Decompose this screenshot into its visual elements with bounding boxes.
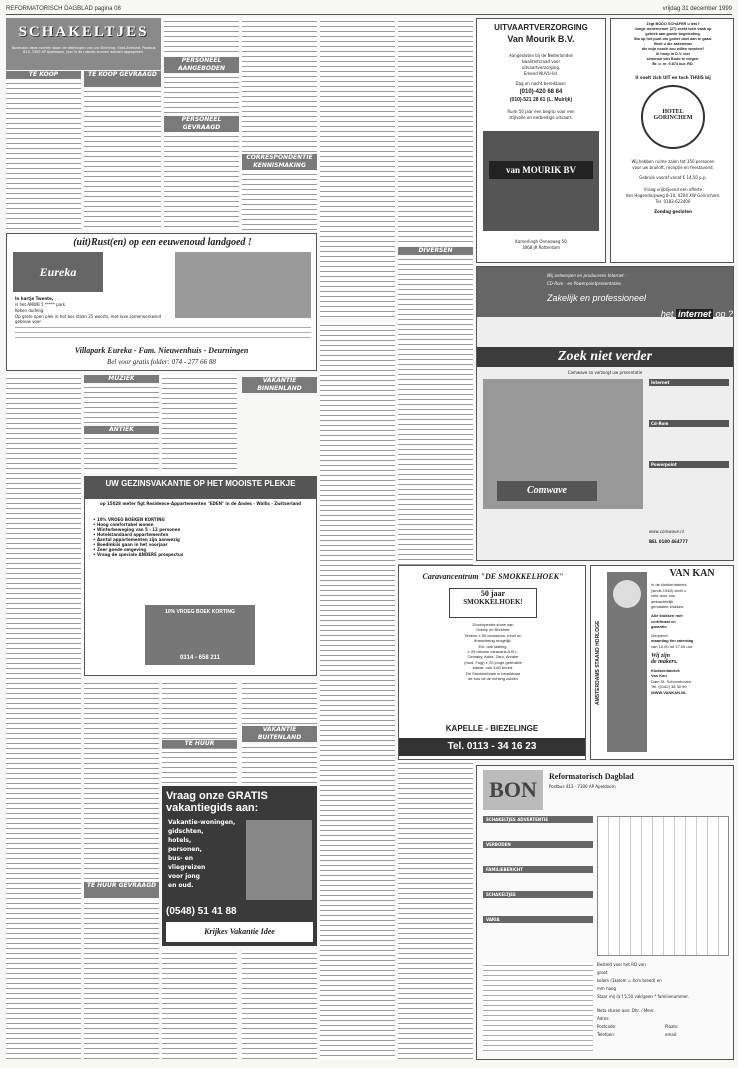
vk-t9: Geopend: bbox=[651, 632, 669, 638]
bon-n3[interactable]: Postcode: bbox=[597, 1024, 617, 1029]
gor-f6: Tel. 0183-622400 bbox=[655, 199, 691, 204]
te-koop-gevraagd-column bbox=[84, 88, 161, 230]
bon-f4: mm hoog bbox=[597, 986, 617, 991]
uitvaart-ad bbox=[476, 18, 606, 263]
muziek-header: MUZIEK bbox=[84, 375, 159, 383]
schakeltjes-logo bbox=[6, 18, 161, 70]
vraag-cover bbox=[246, 820, 312, 900]
gor-l8: seminair van Bodo te volgen. bbox=[646, 57, 700, 61]
uitvaart-phone2: (010)-521 28 61 (L. Mulrijk) bbox=[509, 97, 573, 103]
eureka-intro: In hartje Twente, bbox=[15, 296, 54, 301]
gor-f7: Zondag gesloten bbox=[654, 209, 692, 214]
personeel-aangeboden-column bbox=[164, 74, 239, 114]
vraag-phone: (0548) 51 41 88 bbox=[166, 906, 237, 917]
vk-t11: van 10.00 tot 17.00 uur. bbox=[651, 643, 694, 649]
gor-l9: Br. o. nr. 9.874 bur. RD. bbox=[652, 62, 694, 66]
gezins-list-item: • Hotelstandaard appartementen bbox=[93, 532, 169, 537]
vk-t16: Dam St. Schoonhoven bbox=[651, 678, 692, 684]
vk-t5: gemaakte klokken. bbox=[651, 604, 685, 610]
caravan-t5: Ext. ook stalling. bbox=[478, 643, 508, 649]
gor-f5: Van Hogendorpweg 8-10, 4204 XW Gorinchem. bbox=[625, 193, 721, 198]
cw-tag: Internet bbox=[649, 379, 729, 386]
gor-hotel: HOTEL GORINCHEM bbox=[653, 109, 693, 121]
correspondentie-header: CORRESPONDENTIE KENNISMAKING bbox=[242, 154, 317, 170]
eureka-footer2: Bel voor gratis folder: 074 - 277 66 88 bbox=[107, 358, 216, 366]
vraag-list-item: hotels, bbox=[168, 837, 192, 844]
bon-f1: Besteld voor het RD van bbox=[597, 962, 646, 967]
vk-t8: garantie. bbox=[651, 624, 668, 630]
vk-t13: de makers. bbox=[651, 658, 678, 665]
cw-head4: op ? bbox=[715, 309, 733, 319]
gor-f1: Wij hebben ruime zalen tot 350 personen bbox=[631, 159, 715, 164]
te-huur-gevraagd-header: TE HUUR GEVRAAGD bbox=[84, 882, 159, 898]
header-left: REFORMATORISCH DAGBLAD pagina 08 bbox=[6, 6, 121, 12]
schakeltjes-title: SCHAKELTJES bbox=[18, 24, 149, 40]
gor-l1: Zegt BODO SCHAFER u iets? bbox=[646, 22, 700, 26]
vraag-list-item: en oud. bbox=[168, 882, 194, 889]
personeel-gevraagd-header: PERSONEEL GEVRAAGD bbox=[164, 116, 239, 132]
caravan-t8: (mod. Fugi) ± 20 jonge gebruikte bbox=[464, 659, 522, 665]
bon-n6[interactable]: email: bbox=[665, 1032, 678, 1037]
gezins-list-item: • Vraag de speciale ANDERE prospectus bbox=[93, 552, 184, 557]
caravan-place: KAPELLE - BIEZELINGE bbox=[445, 724, 539, 733]
caravan-ad bbox=[398, 565, 586, 760]
cw-l1: Wij ontwerpen en produceren Internet - bbox=[547, 273, 627, 278]
vankan-text bbox=[651, 582, 733, 696]
gorinchem-ad bbox=[610, 18, 734, 263]
bon-grid[interactable] bbox=[597, 816, 729, 956]
gezinsvakantie-ad bbox=[84, 476, 317, 676]
bon-n1[interactable]: Nota sturen aan: Dhr. / Mevr. bbox=[597, 1008, 655, 1013]
vk-t12: Wij zijn bbox=[651, 652, 670, 659]
vankan-side: AMSTERDAMS STAAND HORLOGE bbox=[595, 620, 601, 706]
vankan-clock bbox=[607, 572, 647, 752]
vankan-ad bbox=[590, 565, 734, 760]
vakantie-column-2 bbox=[320, 18, 395, 318]
gor-f4: Vraag vrijblijvend een offerte bbox=[643, 187, 703, 192]
caravan-arc: Caravancentrum "DE SMOKKELHOEK" bbox=[422, 572, 564, 581]
gezins-list bbox=[93, 517, 308, 557]
mid-col-bottom-1 bbox=[84, 900, 159, 1060]
uitvaart-l3: uitvaartverzorging. bbox=[521, 65, 561, 70]
gezins-sub: op 15028 meter figt Residence-Appartementen "EDEN" in de Andes - Wallis - Zwitserland bbox=[100, 501, 301, 506]
vraag-list-item: gidschten, bbox=[168, 828, 204, 835]
gor-l3: gebrek aan goede begeleiding. bbox=[645, 32, 701, 36]
gezins-list-item: • Zeer goede omgeving bbox=[93, 547, 147, 552]
gor-l6: die mijn coach zou willen worden? bbox=[641, 47, 705, 51]
villapark-eureka-ad bbox=[6, 233, 317, 371]
caravan-badge bbox=[449, 588, 537, 618]
bon-category: FAMILIEBERICHT bbox=[483, 866, 593, 873]
uitvaart-name: Van Mourik B.V. bbox=[507, 34, 575, 44]
bon-n5[interactable]: Telefoon: bbox=[597, 1032, 615, 1037]
gor-l2: Jonge ondernemer (27) zoekt toch vaak op bbox=[634, 27, 712, 31]
caravan-t3: Tevens ± 50 occasions. Inruil en bbox=[464, 632, 522, 638]
schakeltjes-intro: Bovenaan deze rubriek staan de afdelingen van uw Stichting, Oost-Zeeland, Postbus 613, 7300 AP Apeldoorn, jaar in de rubriek kunnen worden opgegeven. bbox=[11, 46, 156, 55]
vraag-list-item: bus- en bbox=[168, 855, 194, 862]
cw-zoek: Zoek niet verder bbox=[477, 347, 733, 367]
vraag-list bbox=[168, 818, 238, 890]
uitvaart-addr2: 3068 JR Rotterdam bbox=[522, 245, 560, 250]
cw-sub: Comwave so verzorgt uw presentatie bbox=[567, 370, 643, 375]
bon-f3: kolom (1kolom = 4cm breed) en bbox=[597, 978, 662, 983]
cw-tag: Powerpoint bbox=[649, 461, 729, 468]
cw-head2: het bbox=[660, 309, 674, 319]
mid-col-2 bbox=[162, 680, 237, 760]
left-classifieds bbox=[6, 375, 81, 1060]
vk-t4: ambachtelijk bbox=[651, 598, 674, 604]
eureka-photo bbox=[175, 252, 311, 318]
eureka-brand: Eureka bbox=[13, 252, 103, 292]
bon-coupon bbox=[476, 765, 734, 1060]
vankan-title: VAN KAN bbox=[669, 568, 715, 579]
personeel-top-text bbox=[164, 18, 239, 56]
gor-l5: Bent u die zakenman bbox=[654, 42, 692, 46]
uitvaart-title: UITVAARTVERZORGING bbox=[494, 23, 588, 32]
vakantie-column-2b bbox=[320, 322, 395, 1060]
gezins-list-item: • Hoog comfortabel wonen bbox=[93, 522, 154, 527]
bon-title: BON bbox=[483, 770, 543, 810]
vk-t3: vele door ons bbox=[651, 593, 676, 599]
gezins-btn: 10% VROEG BOEK KORTING bbox=[165, 609, 235, 615]
gezins-phone: 0314 - 658 211 bbox=[179, 655, 221, 661]
eureka-line4: Op grote open plek in het bos staan 25 woorts, met luxe zomerwerkwind gebouw voor bbox=[15, 314, 162, 324]
mid-col-bottom-2 bbox=[162, 950, 237, 1060]
bon-n2[interactable]: Adres: bbox=[597, 1016, 610, 1021]
vk-t17: Tel. (0182) 38 30 99 bbox=[651, 684, 687, 690]
vakantie-buitenland-header: VAKANTIE BUITENLAND bbox=[242, 726, 317, 742]
bon-f5: Staar mij (à f 5,50 vak/geen * familienummer. bbox=[597, 994, 689, 999]
uitvaart-addr1: Kamerlingh Onnesweg 50 bbox=[515, 239, 567, 244]
cw-head: Zakelijk en professioneel bbox=[547, 293, 647, 303]
gezins-list-item: • Aantal appartementen zijn aanwezig bbox=[93, 537, 180, 542]
eureka-line2: is het ANWB 5 ***** park. bbox=[15, 302, 67, 307]
bon-category: VERBODEN bbox=[483, 841, 593, 848]
caravan-t7: Cemaby, Adria, Zaro, Arcabe bbox=[467, 654, 519, 660]
vk-t15: Van Kan bbox=[651, 673, 667, 679]
caravan-t6: ± 25 nieuwe caravans A.B.I., bbox=[467, 649, 519, 655]
bon-paper: Reformatorisch Dagblad bbox=[549, 772, 634, 781]
uitvaart-l4: Erkend NUVU-lid. bbox=[523, 71, 559, 76]
te-koop-gevraagd-header: TE KOOP GEVRAAGD bbox=[84, 71, 161, 87]
caravan-t2: Hobby en Bürstner bbox=[476, 627, 510, 633]
caravan-t10: De Smokkelhoek is bereikbaar bbox=[465, 670, 521, 676]
vraag-title: Vraag onze GRATIS vakantiegids aan: bbox=[166, 790, 268, 814]
comwave-ad bbox=[476, 266, 734, 561]
vakantie-column-1 bbox=[242, 18, 317, 153]
bon-category: SCHAKELTJES bbox=[483, 891, 593, 898]
vraag-gids-ad bbox=[162, 786, 317, 946]
caravan-text bbox=[405, 622, 581, 681]
gezins-list-item: • Boedinkiis gaan in het voorjaar bbox=[93, 542, 168, 547]
gor-f2: voor uw bruiloft, receptie en feestavond. bbox=[632, 165, 714, 170]
bon-f2: groot bbox=[597, 970, 608, 975]
te-koop-column bbox=[6, 80, 81, 230]
mid-col-bottom-3 bbox=[242, 950, 317, 1060]
personeel-aangeboden-header: PERSONEEL AANGEBODEN bbox=[164, 57, 239, 73]
cw-url: www.comwave.nl bbox=[649, 529, 684, 534]
cw-tel: BEL 0180 464777 bbox=[649, 539, 688, 544]
gor-f3: Gebruik vooraf vanaf € 14,50 p.p. bbox=[639, 175, 707, 180]
vk-t6: Alle klokken met bbox=[651, 612, 683, 618]
vraag-list-item: personen, bbox=[168, 846, 202, 853]
bon-categories bbox=[483, 816, 593, 941]
eureka-title: (uit)Rust(en) op een eeuwenoud landgoed ! bbox=[73, 237, 252, 248]
vraag-footer: Krijkes Vakantie Idee bbox=[166, 922, 313, 942]
cw-l2: CD-Rom - en Powerpointpresentaties bbox=[547, 281, 622, 286]
vk-t10: maandag t/m zaterdag bbox=[651, 638, 694, 644]
muziek-column bbox=[84, 384, 159, 424]
uitvaart-l7: stijlvolle en eerbiedige uitvaart. bbox=[509, 115, 573, 120]
caravan-phone: Tel. 0113 - 34 16 23 bbox=[399, 738, 585, 756]
vraag-list-item: Vakantie-woningen, bbox=[168, 819, 236, 826]
uitvaart-l6: Ruim 50 jaar een begrip voor een bbox=[507, 109, 575, 114]
clock-face-icon bbox=[613, 580, 641, 608]
header-right: vrijdag 31 december 1999 bbox=[662, 6, 732, 12]
gor-logo bbox=[641, 85, 705, 149]
cw-brand: Comwave bbox=[497, 481, 597, 501]
bon-category: VARIA bbox=[483, 916, 593, 923]
vraag-list-item: voor jong bbox=[168, 873, 200, 880]
vk-t2: (sinds 1948) vindt u bbox=[651, 587, 686, 593]
muziek-column-2 bbox=[162, 375, 237, 473]
bon-small-print bbox=[483, 962, 593, 1052]
personeel-gevraagd-column bbox=[164, 133, 239, 230]
cw-head3: internet bbox=[677, 309, 711, 319]
bon-addr: Postbus 413 - 7300 AP Apeldoorn bbox=[549, 784, 616, 789]
uitvaart-photo bbox=[483, 131, 599, 231]
mid-col-1 bbox=[84, 680, 159, 880]
eureka-body bbox=[15, 324, 311, 342]
eureka-footer: Villapark Eureka - Fam. Nieuwenhuis - Deurningen bbox=[74, 346, 249, 355]
gor-text: U voelt zich UIT en toch THUIS bij bbox=[635, 75, 711, 80]
mid-col-3 bbox=[242, 680, 317, 724]
caravan-t1: Doorlopende show van bbox=[472, 622, 514, 627]
caravan-b1: 50 jaar bbox=[480, 589, 506, 598]
cw-tag: Cd-Rom bbox=[649, 420, 729, 427]
gor-text-block bbox=[613, 22, 733, 67]
uitvaart-l2: kwaliteitsraad voor bbox=[521, 59, 561, 64]
cw-tags bbox=[649, 379, 729, 502]
uitvaart-brand: van MOURIK BV bbox=[489, 161, 593, 179]
gor-l7: Ik hoop in D.V. mei bbox=[656, 52, 690, 56]
vk-t14: Klokkenfabriek bbox=[651, 667, 680, 673]
uitvaart-phone1: (010)-420 68 84 bbox=[519, 89, 563, 95]
gezins-list-item: • Winterbeweging van 5 - 12 personen bbox=[93, 527, 181, 532]
caravan-t4: financiering mogelijk. bbox=[474, 638, 512, 644]
eureka-line3: Keken duifelig. bbox=[15, 308, 45, 313]
caravan-t9: stacar, ook 3.60 breed. bbox=[472, 665, 514, 671]
antiek-header: ANTIEK bbox=[84, 426, 159, 434]
vraag-list-item: vliegreizen bbox=[168, 864, 206, 871]
te-huur-header: TE HUUR bbox=[162, 740, 237, 748]
te-koop-header: TE KOOP bbox=[6, 71, 81, 79]
header-rule bbox=[6, 14, 732, 15]
vk-t1: In de klokkenfabriek bbox=[651, 582, 687, 587]
antiek-column bbox=[84, 435, 159, 473]
caravan-t11: de bus uit de richting zuiden bbox=[468, 676, 518, 682]
gor-l4: Sta op het punt om groter doel aan te gaan. bbox=[633, 37, 713, 41]
vakantie-binnenland-header: VAKANTIE BINNENLAND bbox=[242, 377, 317, 393]
diversen-header: DIVERSEN bbox=[398, 247, 473, 255]
caravan-b2: SMOKKELHOEK! bbox=[463, 598, 523, 606]
gezins-list-item: • 10% VROEG BOEKEN KORTING bbox=[93, 517, 165, 522]
cw-head2-row bbox=[597, 309, 733, 319]
uitvaart-l5: Dag en nacht bereikbaar: bbox=[515, 81, 567, 86]
vakantie-column-3 bbox=[398, 18, 473, 246]
vk-t7: certificaat en bbox=[651, 618, 676, 624]
correspondentie-column bbox=[242, 171, 317, 230]
mid-col-3b bbox=[242, 744, 317, 784]
uitvaart-l1: Aangesloten bij de Nederlandse bbox=[509, 53, 573, 58]
gezins-title: UW GEZINSVAKANTIE OP HET MOOISTE PLEKJE bbox=[85, 477, 316, 499]
te-huur-column bbox=[162, 749, 237, 784]
vk-url: WWW.VANKAN.NL bbox=[651, 689, 687, 695]
bon-n4[interactable]: Plaats: bbox=[665, 1024, 679, 1029]
bon-category: SCHAKELTJES ADVERTENTIE bbox=[483, 816, 593, 823]
